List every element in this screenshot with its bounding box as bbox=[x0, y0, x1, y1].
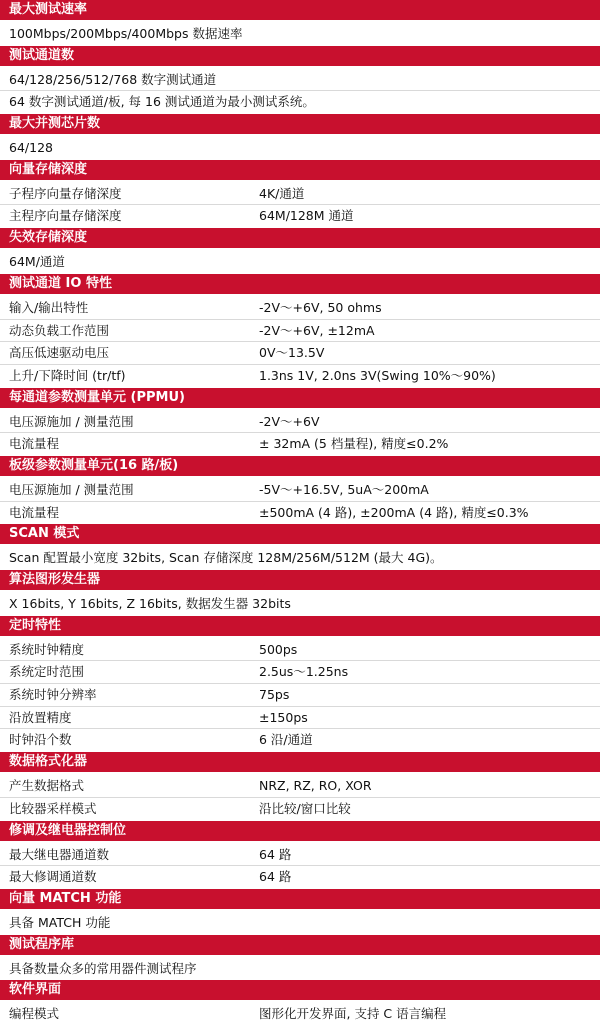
spec-row bbox=[0, 547, 600, 570]
spec-section bbox=[0, 752, 600, 820]
spec-row bbox=[0, 729, 600, 752]
spec-row bbox=[0, 365, 600, 388]
spec-value: ±500mA (4 路), ±200mA (4 路), 精度≤0.3% bbox=[259, 504, 529, 520]
spec-row bbox=[0, 661, 600, 684]
section-header: 最大测试速率 bbox=[0, 0, 600, 23]
spec-label: 系统时钟分辨率 bbox=[9, 687, 97, 703]
spec-value: 75ps bbox=[259, 687, 290, 703]
spec-value: 6 沿/通道 bbox=[259, 732, 313, 748]
spec-text: Scan 配置最小宽度 32bits, Scan 存储深度 128M/256M/512M (最大 4G)。 bbox=[9, 550, 443, 566]
spec-row bbox=[0, 183, 600, 206]
spec-section bbox=[0, 388, 600, 456]
spec-row bbox=[0, 205, 600, 228]
spec-value: ±150ps bbox=[259, 709, 308, 725]
spec-label: 最大修调通道数 bbox=[9, 869, 97, 885]
spec-value: 1.3ns 1V, 2.0ns 3V(Swing 10%～90%) bbox=[259, 367, 496, 383]
spec-row bbox=[0, 798, 600, 821]
spec-text: 64 数字测试通道/板, 每 16 测试通道为最小测试系统。 bbox=[9, 94, 315, 110]
spec-label: 电流量程 bbox=[9, 436, 60, 452]
spec-text: 64/128 bbox=[9, 140, 53, 156]
section-header: 修调及继电器控制位 bbox=[0, 821, 600, 844]
spec-text: 64/128/256/512/768 数字测试通道 bbox=[9, 71, 217, 87]
spec-section bbox=[0, 456, 600, 524]
section-header: 数据格式化器 bbox=[0, 752, 600, 775]
spec-label: 主程序向量存储深度 bbox=[9, 208, 122, 224]
section-header: 算法图形发生器 bbox=[0, 570, 600, 593]
spec-row bbox=[0, 684, 600, 707]
spec-label: 上升/下降时间 (tr/tf) bbox=[9, 367, 126, 383]
spec-label: 系统时钟精度 bbox=[9, 641, 85, 657]
spec-section bbox=[0, 160, 600, 228]
section-header: 板级参数测量单元(16 路/板) bbox=[0, 456, 600, 479]
section-header: 测试通道数 bbox=[0, 46, 600, 69]
spec-text: 具备数量众多的常用器件测试程序 bbox=[9, 960, 197, 976]
spec-section bbox=[0, 228, 600, 274]
section-header: 向量存储深度 bbox=[0, 160, 600, 183]
spec-text: 具备 MATCH 功能 bbox=[9, 914, 111, 930]
spec-label: 沿放置精度 bbox=[9, 709, 72, 725]
spec-section bbox=[0, 616, 600, 752]
spec-label: 最大继电器通道数 bbox=[9, 846, 110, 862]
spec-value: 64 路 bbox=[259, 869, 292, 885]
spec-value: -2V～+6V, 50 ohms bbox=[259, 299, 382, 315]
spec-value: -2V～+6V, ±12mA bbox=[259, 322, 375, 338]
spec-section bbox=[0, 274, 600, 388]
spec-value: 500ps bbox=[259, 641, 298, 657]
spec-section bbox=[0, 889, 600, 935]
spec-value: 图形化开发界面, 支持 C 语言编程 bbox=[259, 1006, 447, 1022]
spec-section bbox=[0, 524, 600, 570]
section-header: 测试程序库 bbox=[0, 935, 600, 958]
spec-value: -2V～+6V bbox=[259, 413, 320, 429]
spec-label: 产生数据格式 bbox=[9, 778, 85, 794]
spec-row bbox=[0, 775, 600, 798]
spec-value: 沿比较/窗口比较 bbox=[259, 800, 351, 816]
spec-row bbox=[0, 502, 600, 525]
spec-row bbox=[0, 844, 600, 867]
spec-label: 编程模式 bbox=[9, 1006, 60, 1022]
spec-row bbox=[0, 433, 600, 456]
spec-row bbox=[0, 91, 600, 114]
spec-section bbox=[0, 980, 600, 1026]
spec-label: 电流量程 bbox=[9, 504, 60, 520]
section-header: 向量 MATCH 功能 bbox=[0, 889, 600, 912]
spec-row bbox=[0, 593, 600, 616]
spec-label: 动态负载工作范围 bbox=[9, 322, 110, 338]
spec-value: 64M/128M 通道 bbox=[259, 208, 354, 224]
spec-row bbox=[0, 707, 600, 730]
spec-row bbox=[0, 958, 600, 981]
spec-section bbox=[0, 935, 600, 981]
spec-row bbox=[0, 342, 600, 365]
spec-row bbox=[0, 866, 600, 889]
spec-value: 64 路 bbox=[259, 846, 292, 862]
section-header: 失效存储深度 bbox=[0, 228, 600, 251]
spec-label: 时钟沿个数 bbox=[9, 732, 72, 748]
spec-row bbox=[0, 69, 600, 92]
spec-row bbox=[0, 479, 600, 502]
section-header: 测试通道 IO 特性 bbox=[0, 274, 600, 297]
spec-label: 输入/输出特性 bbox=[9, 299, 89, 315]
section-header: SCAN 模式 bbox=[0, 524, 600, 547]
spec-row bbox=[0, 639, 600, 662]
spec-label: 高压低速驱动电压 bbox=[9, 345, 110, 361]
spec-label: 电压源施加 / 测量范围 bbox=[9, 481, 134, 497]
spec-value: 2.5us～1.25ns bbox=[259, 664, 349, 680]
spec-text: 100Mbps/200Mbps/400Mbps 数据速率 bbox=[9, 26, 243, 41]
spec-label: 系统定时范围 bbox=[9, 664, 85, 680]
spec-value: 0V～13.5V bbox=[259, 345, 325, 361]
spec-value: 4K/通道 bbox=[259, 185, 305, 201]
spec-value: NRZ, RZ, RO, XOR bbox=[259, 778, 372, 794]
section-header: 定时特性 bbox=[0, 616, 600, 639]
spec-value: ± 32mA (5 档量程), 精度≤0.2% bbox=[259, 436, 449, 452]
spec-row bbox=[0, 320, 600, 343]
spec-section bbox=[0, 114, 600, 160]
section-header: 软件界面 bbox=[0, 980, 600, 1003]
section-header: 最大并测芯片数 bbox=[0, 114, 600, 137]
spec-row bbox=[0, 912, 600, 935]
spec-row bbox=[0, 23, 600, 46]
spec-label: 电压源施加 / 测量范围 bbox=[9, 413, 134, 429]
spec-text: X 16bits, Y 16bits, Z 16bits, 数据发生器 32bits bbox=[9, 596, 291, 611]
spec-row bbox=[0, 137, 600, 160]
spec-text: 64M/通道 bbox=[9, 254, 65, 270]
spec-row bbox=[0, 297, 600, 320]
spec-section bbox=[0, 570, 600, 616]
spec-row bbox=[0, 411, 600, 434]
spec-section bbox=[0, 0, 600, 46]
section-header: 每通道参数测量单元 (PPMU) bbox=[0, 388, 600, 411]
spec-label: 子程序向量存储深度 bbox=[9, 185, 122, 201]
spec-row bbox=[0, 1003, 600, 1026]
spec-value: -5V～+16.5V, 5uA～200mA bbox=[259, 481, 429, 497]
spec-section bbox=[0, 821, 600, 889]
spec-row bbox=[0, 251, 600, 274]
spec-section bbox=[0, 46, 600, 114]
spec-label: 比较器采样模式 bbox=[9, 800, 97, 816]
